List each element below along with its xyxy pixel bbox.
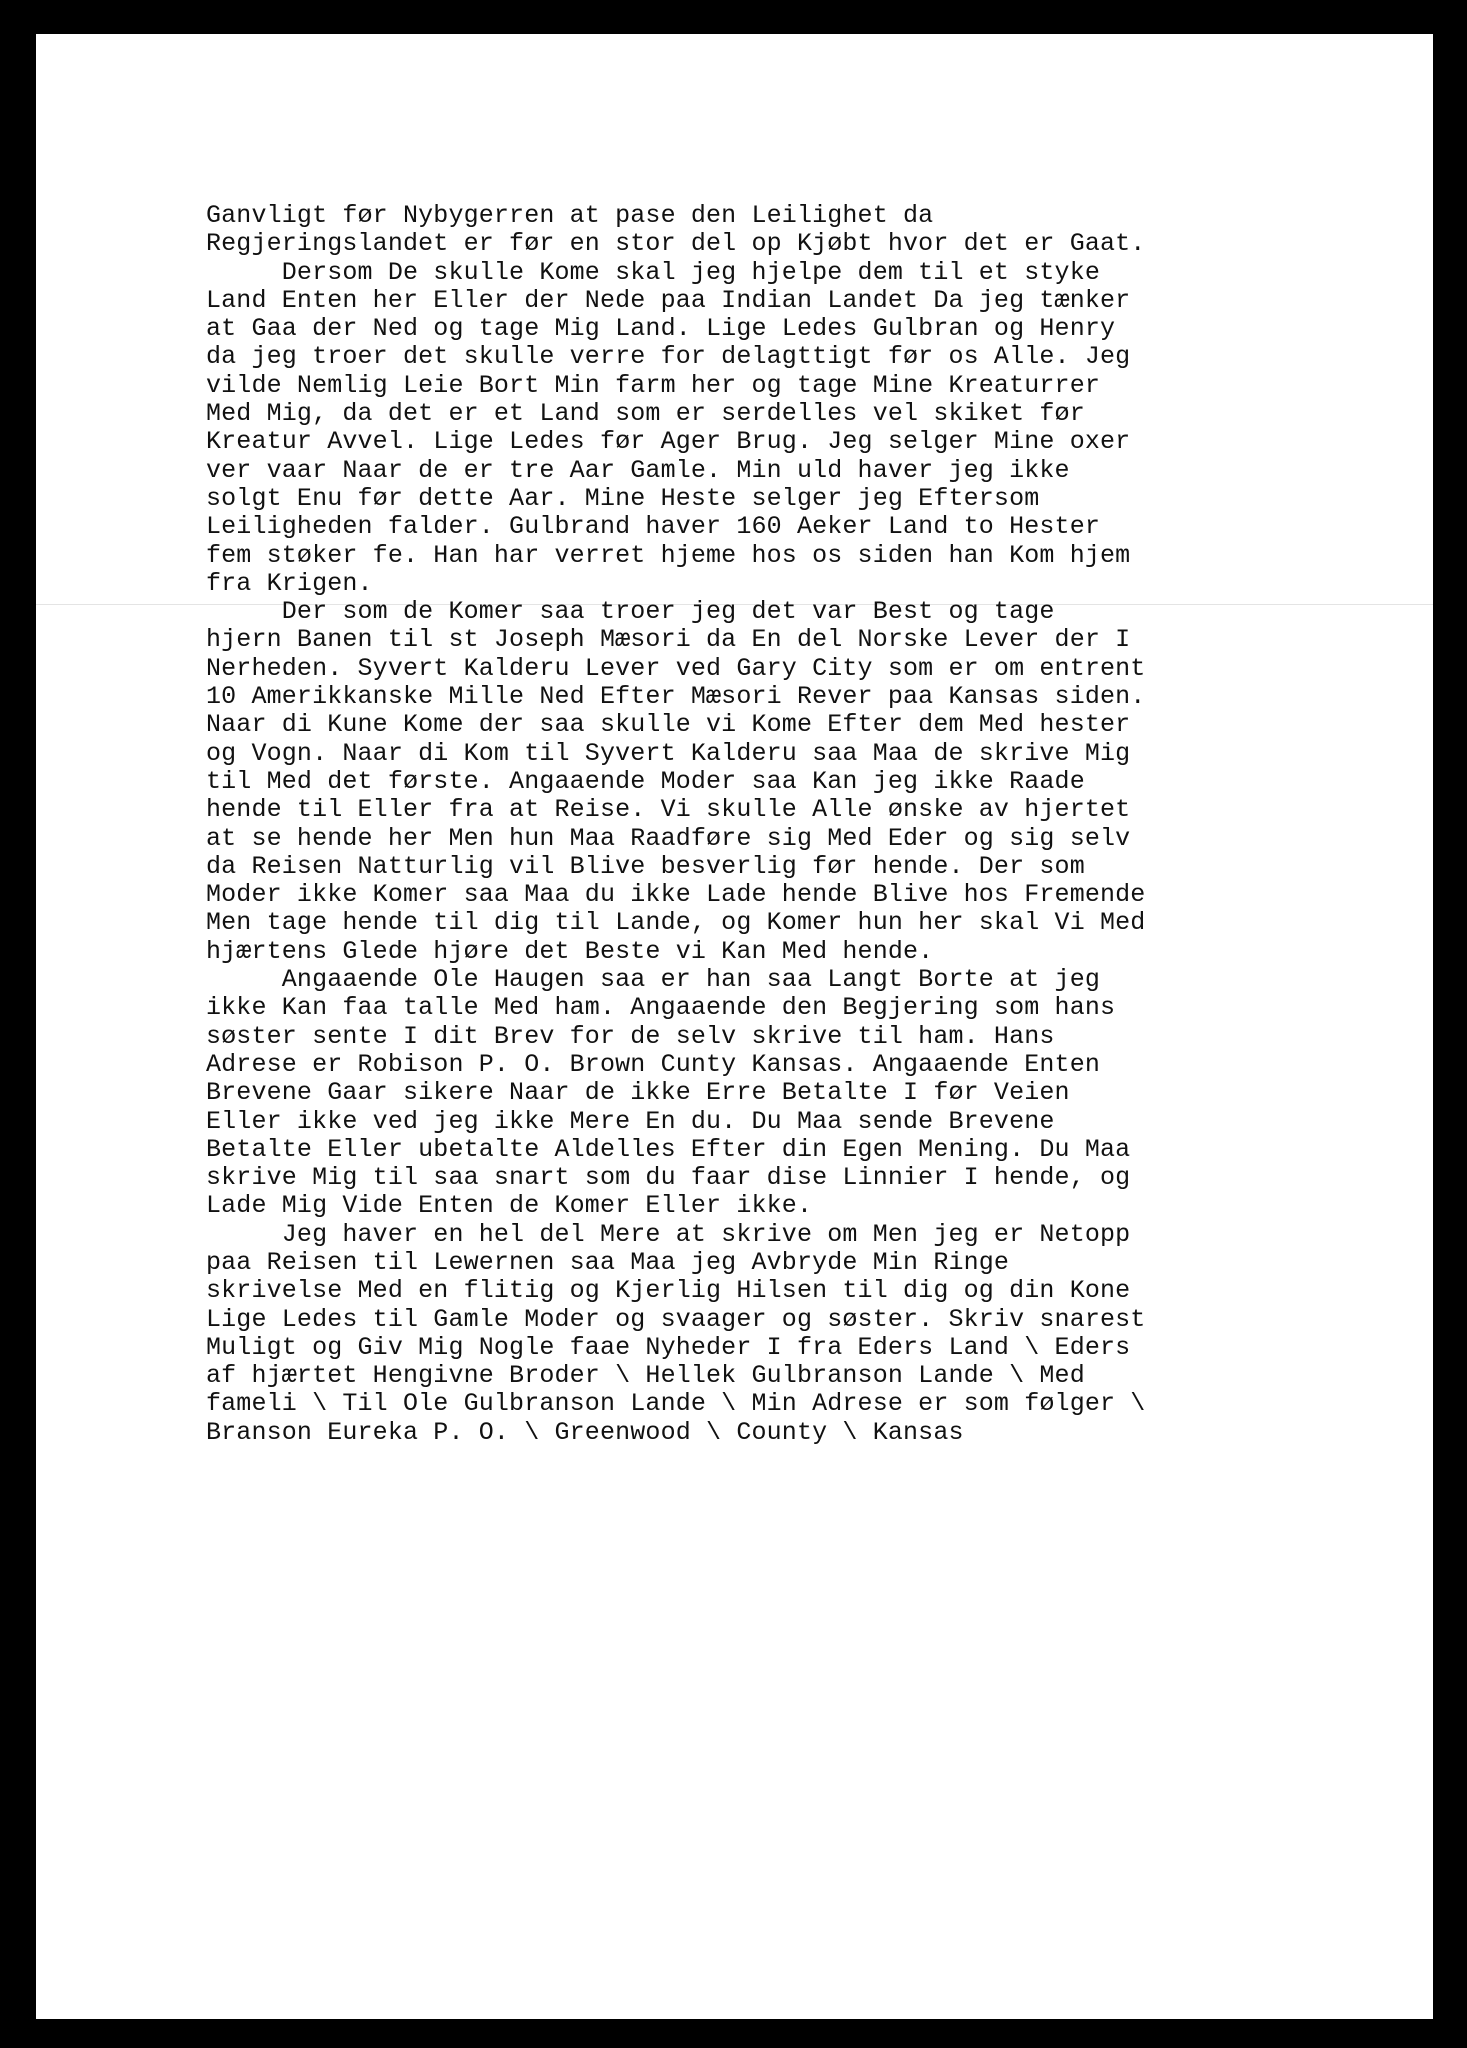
- text-line: Land Enten her Eller der Nede paa Indian Landet Da jeg tænker: [206, 285, 1131, 315]
- text-line: hende til Eller fra at Reise. Vi skulle Alle ønske av hjertet: [206, 795, 1131, 825]
- text-line: til Med det første. Angaaende Moder saa Kan jeg ikke Raade: [206, 766, 1085, 796]
- text-line: hjern Banen til st Joseph Mæsori da En del Norske Lever der I: [206, 625, 1131, 655]
- text-line: af hjærtet Hengivne Broder \ Hellek Gulbranson Lande \ Med: [206, 1361, 1085, 1391]
- text-line: Angaaende Ole Haugen saa er han saa Langt Borte at jeg: [206, 965, 1100, 995]
- text-line: Muligt og Giv Mig Nogle faae Nyheder I fra Eders Land \ Eders: [206, 1332, 1131, 1362]
- text-line: 10 Amerikkanske Mille Ned Efter Mæsori Rever paa Kansas siden.: [206, 682, 1146, 712]
- document-page: [36, 34, 1433, 2019]
- text-line: ikke Kan faa talle Med ham. Angaaende den Begjering som hans: [206, 993, 1116, 1023]
- text-line: Lige Ledes til Gamle Moder og svaager og søster. Skriv snarest: [206, 1304, 1146, 1334]
- text-line: at Gaa der Ned og tage Mig Land. Lige Ledes Gulbran og Henry: [206, 314, 1116, 344]
- text-line: Betalte Eller ubetalte Aldelles Efter din Egen Mening. Du Maa: [206, 1134, 1131, 1164]
- text-line: og Vogn. Naar di Kom til Syvert Kalderu saa Maa de skrive Mig: [206, 738, 1131, 768]
- text-line: Moder ikke Komer saa Maa du ikke Lade hende Blive hos Fremende: [206, 880, 1146, 910]
- text-line: Regjeringslandet er før en stor del op Kjøbt hvor det er Gaat.: [206, 229, 1146, 259]
- text-line: fra Krigen.: [206, 568, 373, 598]
- text-line: Branson Eureka P. O. \ Greenwood \ County \ Kansas: [206, 1417, 964, 1447]
- text-line: paa Reisen til Lewernen saa Maa jeg Avbryde Min Ringe: [206, 1247, 1010, 1277]
- text-line: Eller ikke ved jeg ikke Mere En du. Du Maa sende Brevene: [206, 1106, 1055, 1136]
- text-line: Naar di Kune Kome der saa skulle vi Kome Efter dem Med hester: [206, 710, 1131, 740]
- text-line: skrive Mig til saa snart som du faar dise Linnier I hende, og: [206, 1163, 1131, 1193]
- text-line: Jeg haver en hel del Mere at skrive om Men jeg er Netopp: [206, 1219, 1131, 1249]
- text-line: ver vaar Naar de er tre Aar Gamle. Min uld haver jeg ikke: [206, 455, 1070, 485]
- text-line: Men tage hende til dig til Lande, og Komer hun her skal Vi Med: [206, 908, 1146, 938]
- text-line: fem støker fe. Han har verret hjeme hos os siden han Kom hjem: [206, 540, 1131, 570]
- text-line: fameli \ Til Ole Gulbranson Lande \ Min Adrese er som følger \: [206, 1389, 1146, 1419]
- text-line: da Reisen Natturlig vil Blive besverlig før hende. Der som: [206, 851, 1085, 881]
- text-line: Dersom De skulle Kome skal jeg hjelpe dem til et styke: [206, 257, 1100, 287]
- text-line: Ganvligt før Nybygerren at pase den Leilighet da: [206, 201, 934, 230]
- text-line: Kreatur Avvel. Lige Ledes før Ager Brug. Jeg selger Mine oxer: [206, 427, 1131, 457]
- text-line: vilde Nemlig Leie Bort Min farm her og tage Mine Kreaturrer: [206, 370, 1100, 400]
- text-line: Brevene Gaar sikere Naar de ikke Erre Betalte I før Veien: [206, 1078, 1070, 1108]
- text-line: Der som de Komer saa troer jeg det var Best og tage: [206, 597, 1055, 627]
- text-line: Adrese er Robison P. O. Brown Cunty Kansas. Angaaende Enten: [206, 1049, 1100, 1079]
- text-line: skrivelse Med en flitig og Kjerlig Hilsen til dig og din Kone: [206, 1276, 1131, 1306]
- text-line: Nerheden. Syvert Kalderu Lever ved Gary City som er om entrent: [206, 653, 1146, 683]
- text-line: Med Mig, da det er et Land som er serdelles vel skiket før: [206, 399, 1085, 429]
- text-line: da jeg troer det skulle verre for delagttigt før os Alle. Jeg: [206, 342, 1131, 372]
- text-line: Leiligheden falder. Gulbrand haver 160 Aeker Land to Hester: [206, 512, 1100, 542]
- text-line: solgt Enu før dette Aar. Mine Heste selger jeg Eftersom: [206, 483, 1040, 513]
- text-line: at se hende her Men hun Maa Raadføre sig Med Eder og sig selv: [206, 823, 1131, 853]
- text-line: søster sente I dit Brev for de selv skrive til ham. Hans: [206, 1021, 1055, 1051]
- letter-transcription: [206, 202, 1406, 1447]
- text-line: hjærtens Glede hjøre det Beste vi Kan Med hende.: [206, 936, 934, 966]
- text-line: Lade Mig Vide Enten de Komer Eller ikke.: [206, 1191, 813, 1221]
